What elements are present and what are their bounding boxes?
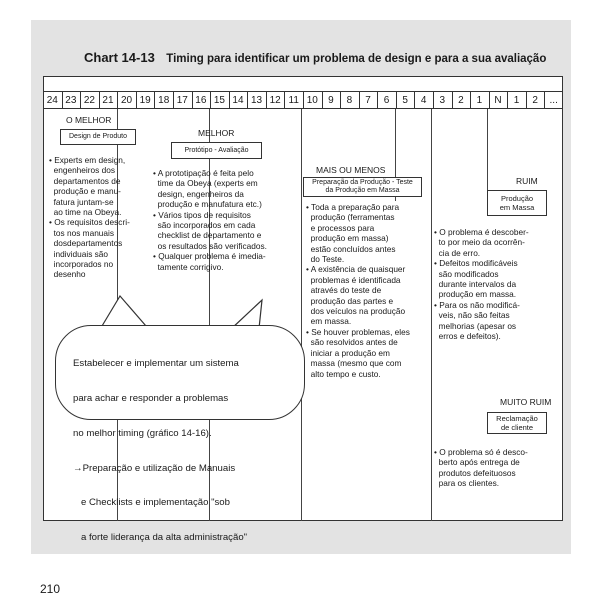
stage-text-o-melhor: • Experts em design, engenheiros dos departamentos de produção e manu- fatura juntam-se ao time na Obeya. • Os requisitos descri- tos nos manuais dosdepartamentos individuais são incorporados no desenho (49, 155, 130, 280)
timeline-cell: 5 (402, 94, 408, 106)
timeline-cell: 15 (213, 94, 225, 106)
stage-label-o-melhor: O MELHOR (66, 115, 112, 125)
callout-text (73, 335, 247, 555)
stage-box-design: Design de Produto (60, 129, 136, 145)
callout-line: para achar e responder a problemas (73, 392, 229, 404)
chart-title-text: Timing para identificar um problema de design e para a sua avaliação (166, 53, 547, 65)
chart-number: Chart 14-13 (84, 50, 155, 65)
timeline-cell: N (494, 94, 502, 106)
stage-text-mais-ou-menos: • Toda a preparação para produção (ferramentas e processos para produção em massa) estão concluídos antes do Teste. • A existência de quaisquer problemas é identificada através do teste de produção das partes e dos veículos na produção em massa. • Se houver problemas, eles são resolvidos antes de iniciar a produção em massa (mesmo que com alto tempo e custo. (306, 202, 410, 379)
stage-label-mais-ou-menos: MAIS OU MENOS (316, 165, 386, 175)
stage-label-melhor: MELHOR (198, 128, 235, 138)
stage-text-melhor: • A prototipação é feita pelo time da Obeya (experts em design, engenheiros da produção e manufatura etc.) • Vários tipos de requisitos são incorporados em cada checklist de departamento e os resultados são verificados. • Qualquer problema é imedia- tamente corrigivo. (153, 168, 267, 272)
timeline-cell: 22 (83, 94, 95, 106)
callout-line: →Preparação e utilização de Manuais (73, 462, 236, 474)
timeline-cell: 2 (458, 94, 464, 106)
timeline-cell: 18 (158, 94, 170, 106)
timeline-cell: 21 (102, 94, 114, 106)
stage-box-reclamacao: Reclamação de cliente (487, 412, 547, 434)
timeline-cell: 8 (346, 94, 353, 106)
stage-box-preparacao: Preparação da Produção - Teste da Produção em Massa (303, 177, 422, 197)
timeline-cell: 1 (513, 94, 520, 106)
timeline-cell: 11 (288, 94, 299, 106)
callout-line: a forte liderança da alta administração" (73, 532, 248, 544)
timeline-cell: 4 (420, 94, 427, 106)
timeline-cell: 13 (251, 94, 263, 106)
stage-text-muito-ruim: • O problema só é desco- berto após entrega de produtos defeituosos para os clientes. (434, 447, 528, 489)
timeline-cell: 24 (46, 94, 58, 106)
stage-box-producao: Produção em Massa (487, 190, 547, 216)
timeline-cell: 20 (121, 94, 133, 106)
timeline-cell: 23 (65, 94, 77, 106)
timeline-cell: 2 (532, 94, 538, 106)
timeline-cell: 1 (476, 94, 483, 106)
timeline-cell: 7 (365, 94, 371, 106)
callout-line: no melhor timing (gráfico 14-16). (73, 427, 212, 439)
timeline-cell: 14 (232, 94, 244, 106)
timeline-cell: 3 (439, 94, 446, 106)
page-number: 210 (40, 582, 61, 596)
timeline-cell: ... (549, 94, 558, 106)
timeline-cell: 10 (306, 94, 318, 106)
timeline-cell: 6 (383, 94, 390, 106)
callout-line: Estabelecer e implementar um sistema (73, 358, 239, 370)
timeline-cell: 19 (139, 94, 151, 106)
callout-line: e Checklists e implementação "sob (73, 497, 230, 509)
timeline-cell: 16 (195, 94, 207, 106)
stage-text-ruim: • O problema é descober- to por meio da ocorrên- cia de erro. • Defeitos modificáveis são modificados durante intervalos da produção em massa. • Para os não modificá- veis, não são feitas melhorias (apesar os erros e defeitos). (434, 227, 529, 342)
stage-label-ruim: RUIM (516, 176, 538, 186)
timeline-cell: 9 (328, 94, 334, 106)
stage-label-muito-ruim: MUITO RUIM (500, 397, 552, 407)
timeline-cell: 12 (269, 94, 281, 106)
stage-box-prototipo: Protótipo - Avaliação (171, 142, 262, 159)
timeline-cell: 17 (176, 94, 188, 106)
